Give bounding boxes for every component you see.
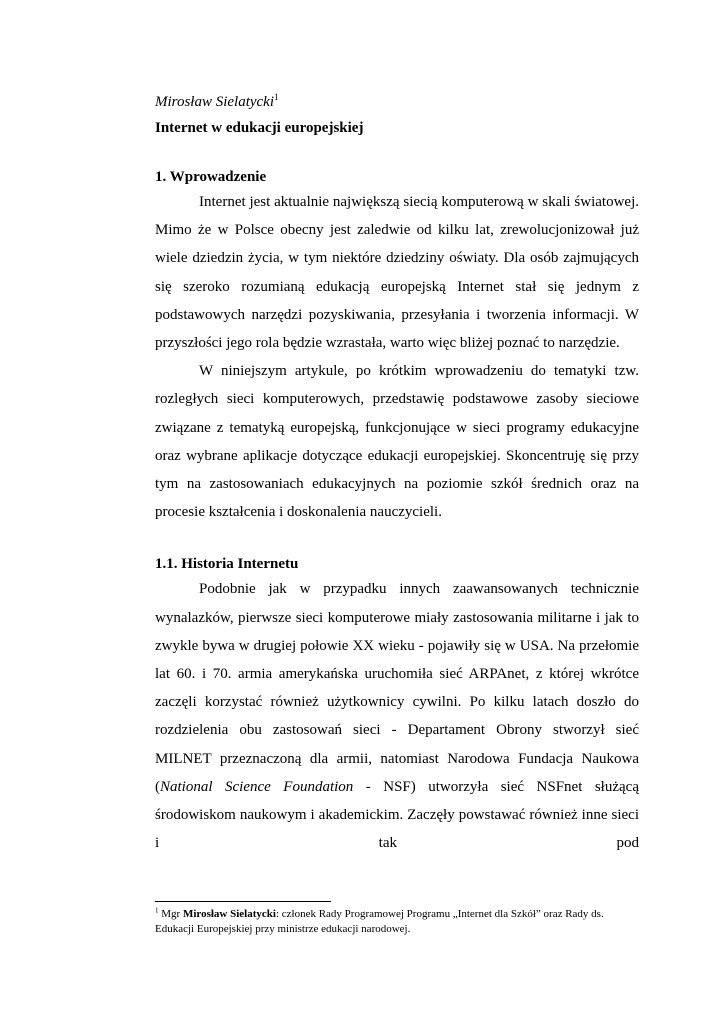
paragraph-intro-1: Internet jest aktualnie największą siecią komputerową w skali światowej. Mimo że w Polsce obecny jest zaledwie od kilku lat, zrewolucjonizował już wiele dziedzin życia, w tym niektóre dziedziny oświaty. Dla osób zajmujących się szeroko rozumianą edukacją europejską Internet stał się jednym z podstawowych narzędzi pozyskiwania, przesyłania i tworzenia informacji. W przyszłości jego rola będzie wzrastała, warto więc bliżej poznać to narzędzie. [155, 194, 639, 352]
footnote-text: : członek Rady Programowej Programu „Internet dla Szkół” oraz Rady ds. Edukacji Europejskiej przy ministrze edukacji narodowej. [155, 908, 604, 935]
footnote-prefix: Mgr [158, 908, 183, 920]
section-heading-introduction: 1. Wprowadzenie [155, 169, 267, 185]
history-text-part-2: - NSF) utworzyła sieć NSFnet służącą środowiskom naukowym i akademickim. Zaczęły powstawać również inne sieci i tak pod [155, 778, 639, 852]
paragraph-intro-2: W niniejszym artykule, po krótkim wprowadzeniu do tematyki tzw. rozległych sieci komputerowych, przedstawię podstawowe zasoby sieciowe związane z tematyką europejską, funkcjonujące w sieci programy edukacyjne oraz wybrane aplikacje dotyczące edukacji europejskiej. Skoncentruję się przy tym na zastosowaniach edukacyjnych na poziomie szkół średnich oraz na procesie kształcenia i doskonalenia nauczycieli. [155, 363, 639, 521]
history-text-italic: National Science Foundation [160, 778, 354, 795]
author-name: Mirosław Sielatycki [155, 94, 275, 110]
document-title: Internet w edukacji europejskiej [155, 120, 364, 136]
footnote-author-name: Mirosław Sielatycki [182, 908, 276, 920]
footnote-mark: 1 [155, 906, 159, 915]
section-heading-history: 1.1. Historia Internetu [155, 556, 299, 573]
footnote [155, 907, 639, 937]
page-body [155, 92, 639, 857]
paragraph-history-1 [155, 575, 639, 857]
author-line [155, 92, 639, 112]
footnote-separator [155, 901, 331, 902]
footnote-reference[interactable]: 1 [274, 92, 279, 102]
history-text-part-1: Podobnie jak w przypadku innych zaawansowanych technicznie wynalazków, pierwsze sieci komputerowe miały zastosowania militarne i jak to zwykle bywa w drugiej połowie XX wieku - pojawiły się w USA. Na przełomie lat 60. i 70. armia amerykańska uruchomiła sieć ARPAnet, z której wkrótce zaczęli korzystać również użytkownicy cywilni. Po kilku latach doszło do rozdzielenia obu zastosowań sieci - Departament Obrony stworzył sieć MILNET przeznaczoną dla armii, natomiast Narodowa Fundacja Naukowa ( [155, 581, 639, 795]
